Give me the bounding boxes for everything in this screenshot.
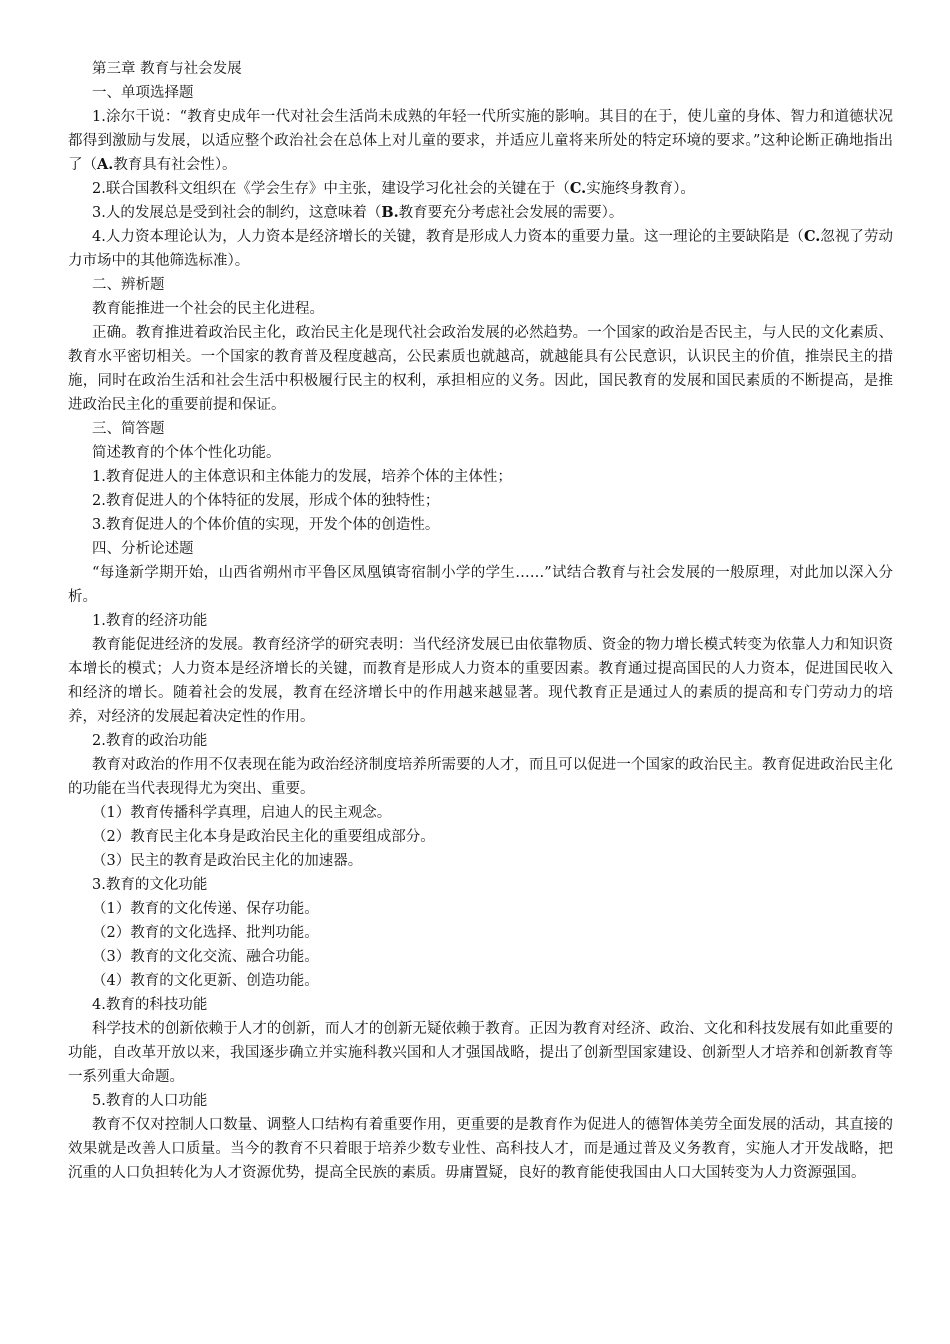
mcq-item bbox=[68, 105, 893, 177]
essay-subheading: 2.教育的政治功能 bbox=[92, 733, 208, 749]
essay-point: （2）教育的文化选择、批判功能。 bbox=[92, 925, 319, 941]
mcq-stem: 2.联合国教科文组织在《学会生存》中主张，建设学习化社会的关键在于（ bbox=[92, 181, 570, 197]
essay-point: （1）教育传播科学真理，启迪人的民主观念。 bbox=[92, 805, 392, 821]
mcq-stem: 3.人的发展总是受到社会的制约，这意味着（ bbox=[92, 205, 382, 221]
mcq-answer-letter: C. bbox=[569, 180, 587, 197]
section-heading-analysis: 二、辨析题 bbox=[92, 277, 165, 293]
mcq-answer-text: 实施终身教育 bbox=[586, 181, 674, 197]
mcq-close: ）。 bbox=[601, 205, 624, 221]
chapter-title: 第三章 教育与社会发展 bbox=[92, 61, 242, 77]
essay-point: （3）民主的教育是政治民主化的加速器。 bbox=[92, 853, 363, 869]
mcq-item bbox=[68, 177, 893, 201]
mcq-answer-text: 教育具有社会性 bbox=[113, 157, 215, 173]
mcq-close: ）。 bbox=[214, 157, 237, 173]
mcq-stem: 1.涂尔干说：“教育史成年一代对社会生活尚未成熟的年轻一代所实施的影响。其目的在于，使儿童的身体、智力和道德状况都得到激励与发展，以适应整个政治社会在总体上对儿童的要求，并适应儿童将来所处的特定环境的要求。”这种论断正确地指出了（ bbox=[68, 109, 893, 173]
analysis-answer: 正确。教育推进着政治民主化，政治民主化是现代社会政治发展的必然趋势。一个国家的政治是否民主，与人民的文化素质、教育水平密切相关。一个国家的教育普及程度越高，公民素质也就越高，就越能具有公民意识，认识民主的价值，推崇民主的措施，同时在政治生活和社会生活中积极履行民主的权利，承担相应的义务。因此，国民教育的发展和国民素质的不断提高，是推进政治民主化的重要前提和保证。 bbox=[68, 325, 893, 413]
essay-paragraph: 教育不仅对控制人口数量、调整人口结构有着重要作用，更重要的是教育作为促进人的德智体美劳全面发展的活动，其直接的效果就是改善人口质量。当今的教育不只着眼于培养少数专业性、高科技人才，而是通过普及义务教育，实施人才开发战略，把沉重的人口负担转化为人才资源优势，提高全民族的素质。毋庸置疑，良好的教育能使我国由人口大国转变为人力资源强国。 bbox=[68, 1117, 893, 1181]
short-answer-question: 简述教育的个体个性化功能。 bbox=[92, 445, 281, 461]
mcq-answer-text: 忽视了劳动力市场中的其他筛选标准 bbox=[68, 229, 893, 269]
section-heading-essay: 四、分析论述题 bbox=[92, 541, 194, 557]
mcq-answer-letter: B. bbox=[381, 204, 399, 221]
mcq-close: ）。 bbox=[673, 181, 695, 197]
mcq-item bbox=[68, 201, 893, 225]
essay-paragraph: 教育对政治的作用不仅表现在能为政治经济制度培养所需要的人才，而且可以促进一个国家的政治民主。教育促进政治民主化的功能在当代表现得尤为突出、重要。 bbox=[68, 757, 893, 797]
essay-point: （2）教育民主化本身是政治民主化的重要组成部分。 bbox=[92, 829, 435, 845]
essay-subheading: 4.教育的科技功能 bbox=[92, 997, 208, 1013]
essay-paragraph: 教育能促进经济的发展。教育经济学的研究表明：当代经济发展已由依靠物质、资金的物力增长模式转变为依靠人力和知识资本增长的模式；人力资本是经济增长的关键，而教育是形成人力资本的重要因素。教育通过提高国民的人力资本，促进国民收入和经济的增长。随着社会的发展，教育在经济增长中的作用越来越显著。现代教育正是通过人的素质的提高和专门劳动力的培养，对经济的发展起着决定性的作用。 bbox=[68, 637, 893, 725]
section-heading-mcq: 一、单项选择题 bbox=[92, 85, 194, 101]
short-answer-point: 2.教育促进人的个体特征的发展，形成个体的独特性； bbox=[92, 493, 440, 509]
short-answer-point: 1.教育促进人的主体意识和主体能力的发展，培养个体的主体性； bbox=[92, 469, 512, 485]
essay-prompt: “每逢新学期开始，山西省朔州市平鲁区凤凰镇寄宿制小学的学生……”试结合教育与社会发展的一般原理，对此加以深入分析。 bbox=[68, 565, 893, 605]
essay-paragraph: 科学技术的创新依赖于人才的创新，而人才的创新无疑依赖于教育。正因为教育对经济、政治、文化和科技发展有如此重要的功能，自改革开放以来，我国逐步确立并实施科教兴国和人才强国战略，提出了创新型国家建设、创新型人才培养和创新教育等一系列重大命题。 bbox=[68, 1021, 893, 1085]
essay-point: （3）教育的文化交流、融合功能。 bbox=[92, 949, 319, 965]
mcq-stem: 4.人力资本理论认为，人力资本是经济增长的关键，教育是形成人力资本的重要力量。这一理论的主要缺陷是（ bbox=[92, 229, 804, 245]
mcq-close: ）。 bbox=[227, 253, 250, 269]
analysis-statement: 教育能推进一个社会的民主化进程。 bbox=[92, 301, 324, 317]
mcq-answer-letter: A. bbox=[97, 156, 114, 173]
mcq-answer-text: 教育要充分考虑社会发展的需要 bbox=[398, 205, 602, 221]
mcq-item bbox=[68, 225, 893, 273]
essay-subheading: 1.教育的经济功能 bbox=[92, 613, 208, 629]
essay-point: （1）教育的文化传递、保存功能。 bbox=[92, 901, 319, 917]
essay-subheading: 3.教育的文化功能 bbox=[92, 877, 208, 893]
essay-point: （4）教育的文化更新、创造功能。 bbox=[92, 973, 319, 989]
mcq-answer-letter: C. bbox=[803, 228, 821, 245]
short-answer-point: 3.教育促进人的个体价值的实现，开发个体的创造性。 bbox=[92, 517, 440, 533]
section-heading-short-answer: 三、简答题 bbox=[92, 421, 165, 437]
essay-subheading: 5.教育的人口功能 bbox=[92, 1093, 208, 1109]
